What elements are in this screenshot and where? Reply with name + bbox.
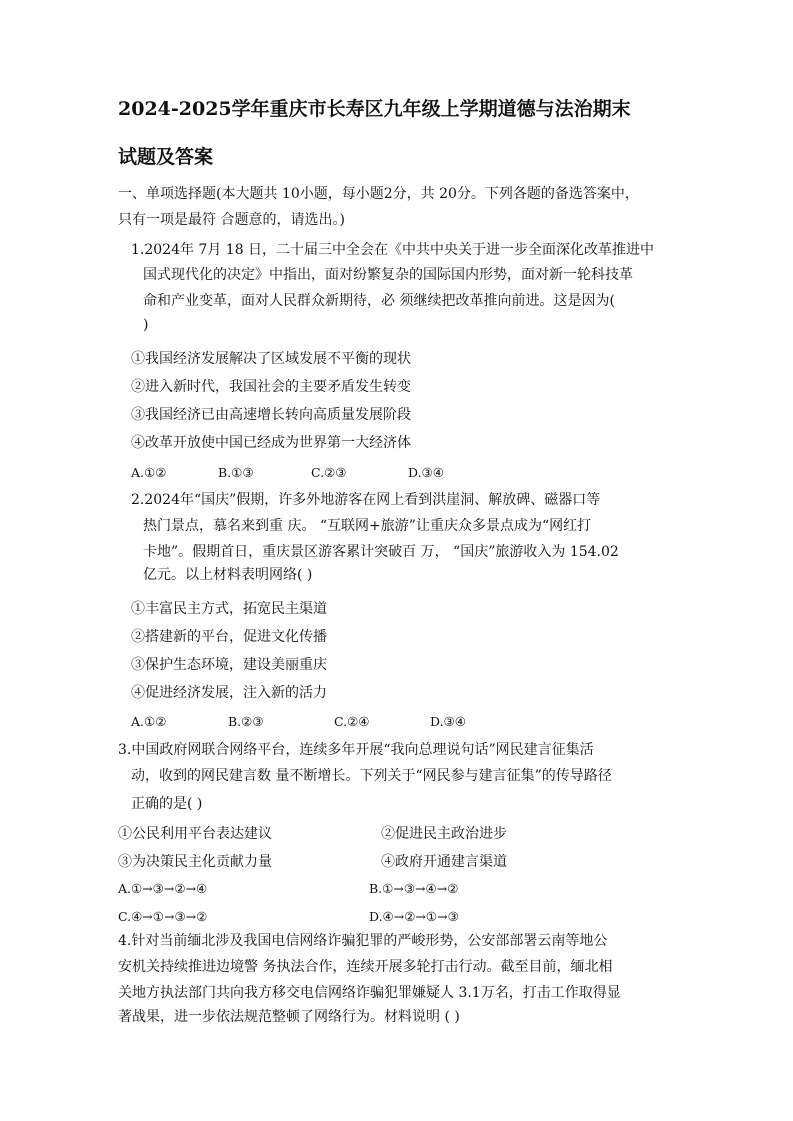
q3-option-b: B.①→③→④→② bbox=[369, 881, 459, 896]
q4-stem-line-1: 4.针对当前缅北涉及我国电信网络诈骗犯罪的严峻形势，公安部部署云南等地公 bbox=[118, 933, 608, 949]
q1-stem-line-4: ) bbox=[143, 317, 149, 333]
q1-option-d: D.③④ bbox=[408, 465, 444, 480]
q2-option-a: A.①② bbox=[131, 714, 167, 729]
q3-option-a: A.①→③→②→④ bbox=[118, 881, 208, 896]
section-intro-line-2: 只有一项是最符 合题意的，请选出。) bbox=[118, 212, 345, 228]
q1-stem-line-2: 国式现代化的决定》中指出，面对纷繁复杂的国际国内形势，面对新一轮科技革 bbox=[143, 267, 633, 283]
q2-option-d: D.③④ bbox=[430, 714, 466, 729]
q2-stem-line-2: 热门景点，慕名来到重 庆。 “互联网+旅游”让重庆众多景点成为“网红打 bbox=[143, 518, 592, 534]
q4-stem-line-3: 关地方执法部门共向我方移交电信网络诈骗犯罪嫌疑人 3.1万名，打击工作取得显 bbox=[118, 985, 621, 1001]
q3-stem-line-1: 3.中国政府网联合网络平台，连续多年开展“我向总理说句话”网民建言征集活 bbox=[118, 742, 594, 758]
q1-item-2: ②进入新时代，我国社会的主要矛盾发生转变 bbox=[131, 379, 411, 395]
q2-stem-line-3: 卡地”。假期首日，重庆景区游客累计突破百 万， “国庆”旅游收入为 154.02 bbox=[143, 544, 619, 560]
q2-item-3: ③保护生态环境，建设美丽重庆 bbox=[131, 657, 327, 673]
q2-item-1: ①丰富民主方式，拓宽民主渠道 bbox=[131, 601, 327, 617]
q2-stem-line-4: 亿元。以上材料表明网络( ) bbox=[143, 567, 313, 583]
q4-stem-line-4: 著战果，进一步依法规范整顿了网络行为。材料说明 ( ) bbox=[118, 1009, 460, 1025]
q2-stem-line-1: 2.2024年“国庆”假期，许多外地游客在网上看到洪崖洞、解放碑、磁器口等 bbox=[131, 492, 601, 508]
q3-option-d: D.④→②→①→③ bbox=[369, 909, 459, 924]
q3-item-1: ①公民利用平台表达建议 bbox=[118, 826, 272, 842]
q1-item-1: ①我国经济发展解决了区域发展不平衡的现状 bbox=[131, 351, 411, 367]
q3-item-4: ④政府开通建言渠道 bbox=[381, 854, 507, 870]
q1-option-b: B.①③ bbox=[218, 465, 254, 480]
q1-stem-line-3: 命和产业变革，面对人民群众新期待，必 须继续把改革推向前进。这是因为( bbox=[143, 293, 615, 309]
q3-item-3: ③为决策民主化贡献力量 bbox=[118, 854, 272, 870]
q3-option-c: C.④→①→③→② bbox=[118, 909, 208, 924]
document-title-line-2: 试题及答案 bbox=[118, 146, 214, 168]
q3-stem-line-3: 正确的是( ) bbox=[131, 796, 203, 812]
q1-stem-line-1: 1.2024年 7月 18 日，二十届三中全会在《中共中央关于进一步全面深化改革推进中 bbox=[131, 242, 655, 258]
q2-item-4: ④促进经济发展，注入新的活力 bbox=[131, 685, 327, 701]
q2-item-2: ②搭建新的平台，促进文化传播 bbox=[131, 629, 327, 645]
q1-option-a: A.①② bbox=[131, 465, 167, 480]
q2-option-c: C.②④ bbox=[334, 714, 370, 729]
section-intro-line-1: 一、单项选择题(本大题共 10小题，每小题2分，共 20分。下列各题的备选答案中， bbox=[118, 186, 639, 202]
q3-stem-line-2: 动，收到的网民建言数 量不断增长。下列关于“网民参与建言征集”的传导路径 bbox=[131, 768, 612, 784]
q1-item-3: ③我国经济已由高速增长转向高质量发展阶段 bbox=[131, 407, 411, 423]
q4-stem-line-2: 安机关持续推进边境警 务执法合作，连续开展多轮打击行动。截至目前，缅北相 bbox=[118, 959, 613, 975]
document-title-line-1: 2024-2025学年重庆市长寿区九年级上学期道德与法治期末 bbox=[118, 98, 631, 120]
q1-option-c: C.②③ bbox=[311, 465, 347, 480]
q3-item-2: ②促进民主政治进步 bbox=[381, 826, 507, 842]
q1-item-4: ④改革开放使中国已经成为世界第一大经济体 bbox=[131, 435, 411, 451]
q2-option-b: B.②③ bbox=[228, 714, 264, 729]
